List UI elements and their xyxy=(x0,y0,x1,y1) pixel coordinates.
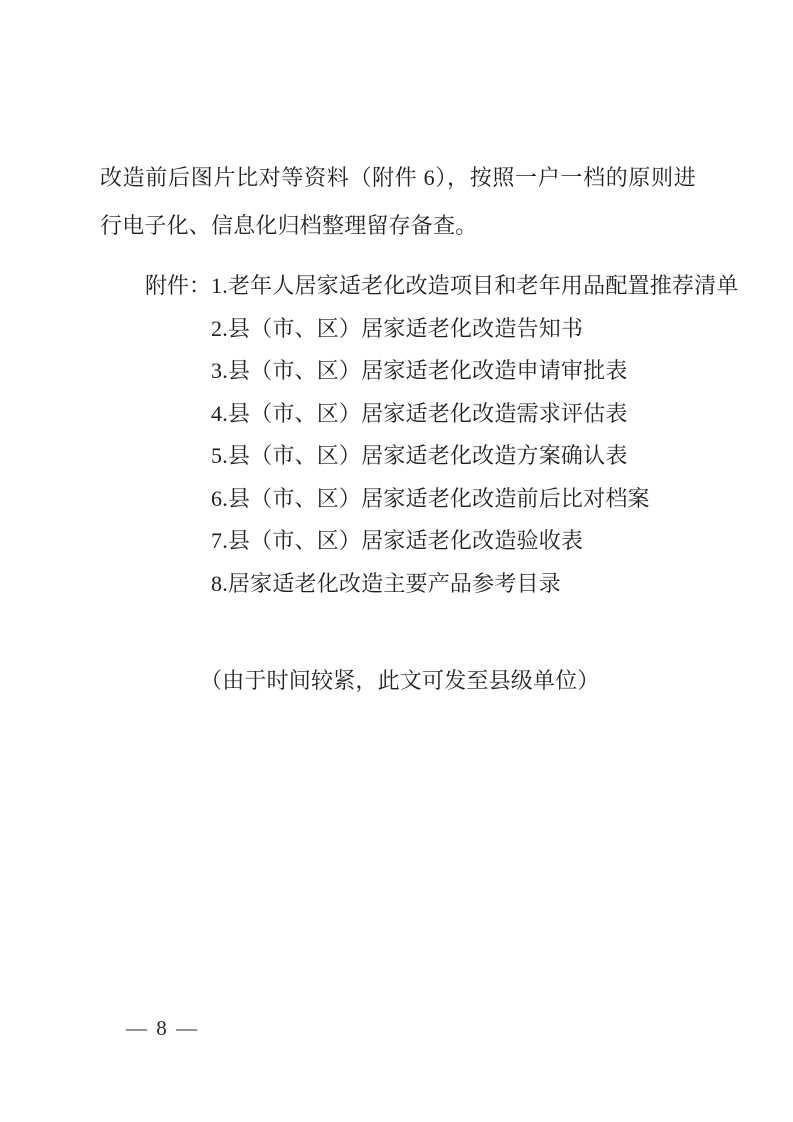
body-paragraph: 改造前后图片比对等资料（附件 6），按照一户一档的原则进行电子化、信息化归档整理留存备查。 xyxy=(100,165,696,238)
attachment-item: 4.县（市、区）居家适老化改造需求评估表 xyxy=(211,400,628,426)
attachment-item: 2.县（市、区）居家适老化改造告知书 xyxy=(211,315,584,341)
attachments-label: 附件： xyxy=(145,273,212,298)
attachment-item: 7.县（市、区）居家适老化改造验收表 xyxy=(211,528,584,553)
page-number: — 8 — xyxy=(126,1016,199,1040)
closing-note: （由于时间较紧，此文可发至县级单位） xyxy=(200,668,600,693)
attachment-item: 3.县（市、区）居家适老化改造申请审批表 xyxy=(211,358,628,383)
attachment-item: 1.老年人居家适老化改造项目和老年用品配置推荐清单 xyxy=(211,273,739,298)
attachment-item: 8.居家适老化改造主要产品参考目录 xyxy=(211,570,561,596)
attachment-item: 6.县（市、区）居家适老化改造前后比对档案 xyxy=(211,485,650,511)
attachment-list xyxy=(211,265,739,605)
attachment-item: 5.县（市、区）居家适老化改造方案确认表 xyxy=(211,443,628,468)
attachments-block xyxy=(145,265,739,605)
